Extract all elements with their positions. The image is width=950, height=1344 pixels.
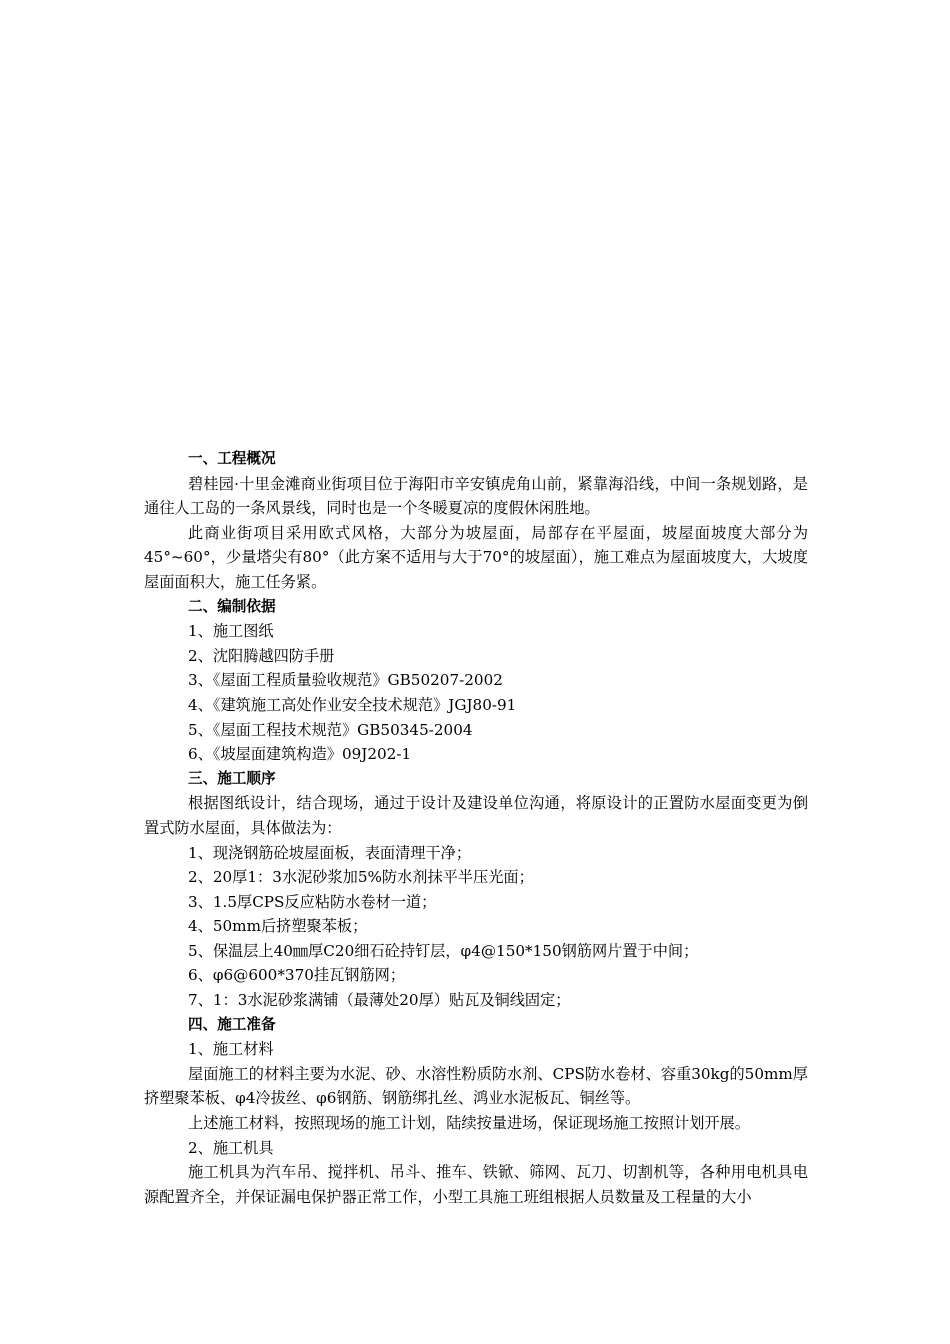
paragraph: 此商业街项目采用欧式风格，大部分为坡屋面，局部存在平屋面，坡屋面坡度大部分为45°~60°，少量塔尖有80°（此方案不适用与大于70°的坡屋面），施工难点为屋面坡度大，大坡度屋面面积大，施工任务紧。 [144,523,808,591]
list-item: 5、保温层上40㎜厚C20细石砼持钉层，φ4@150*150钢筋网片置于中间； [188,941,699,960]
paragraph: 屋面施工的材料主要为水泥、砂、水溶性粉质防水剂、CPS防水卷材、容重30kg的50mm厚挤塑聚苯板、φ4冷拔丝、φ6钢筋、钢筋绑扎丝、鸿业水泥板瓦、铜丝等。 [144,1064,808,1108]
section-heading-sequence: 三、施工顺序 [188,769,276,787]
list-item: 2、施工机具 [188,1138,274,1157]
list-item: 7、1：3水泥砂浆满铺（最薄处20厚）贴瓦及铜线固定； [188,991,571,1010]
list-item: 3、1.5厚CPS反应粘防水卷材一道； [188,892,437,911]
list-item: 4、《建筑施工高处作业安全技术规范》JGJ80-91 [188,695,517,714]
list-item: 1、施工材料 [188,1040,274,1059]
list-item: 1、现浇钢筋砼坡屋面板，表面清理干净； [188,843,472,862]
list-item: 1、施工图纸 [188,622,274,641]
paragraph: 施工机具为汽车吊、搅拌机、吊斗、推车、铁锨、筛网、瓦刀、切割机等，各种用电机具电源配置齐全，并保证漏电保护器正常工作，小型工具施工班组根据人员数量及工程量的大小 [144,1163,808,1206]
paragraph: 碧桂园·十里金滩商业街项目位于海阳市辛安镇虎角山前，紧靠海沿线，中间一条规划路，是通往人工岛的一条风景线，同时也是一个冬暖夏凉的度假休闲胜地。 [144,474,808,518]
section-heading-overview: 一、工程概况 [188,450,276,467]
list-item: 2、20厚1：3水泥砂浆加5%防水剂抹平半压光面； [188,868,534,887]
list-item: 5、《屋面工程技术规范》GB50345-2004 [188,720,473,739]
paragraph: 上述施工材料，按照现场的施工计划，陆续按量进场，保证现场施工按照计划开展。 [188,1114,750,1133]
paragraph: 根据图纸设计，结合现场，通过于设计及建设单位沟通，将原设计的正置防水屋面变更为倒置式防水屋面，具体做法为： [144,794,808,837]
document-body [144,447,808,1209]
list-item: 4、50mm后挤塑聚苯板； [188,917,368,936]
list-item: 6、φ6@600*370挂瓦钢筋网； [188,966,406,985]
section-heading-basis: 二、编制依据 [188,597,276,615]
list-item: 3、《屋面工程质量验收规范》GB50207-2002 [188,671,503,690]
section-heading-preparation: 四、施工准备 [188,1015,276,1033]
list-item: 6、《坡屋面建筑构造》09J202-1 [188,745,412,764]
list-item: 2、沈阳腾越四防手册 [188,646,335,665]
